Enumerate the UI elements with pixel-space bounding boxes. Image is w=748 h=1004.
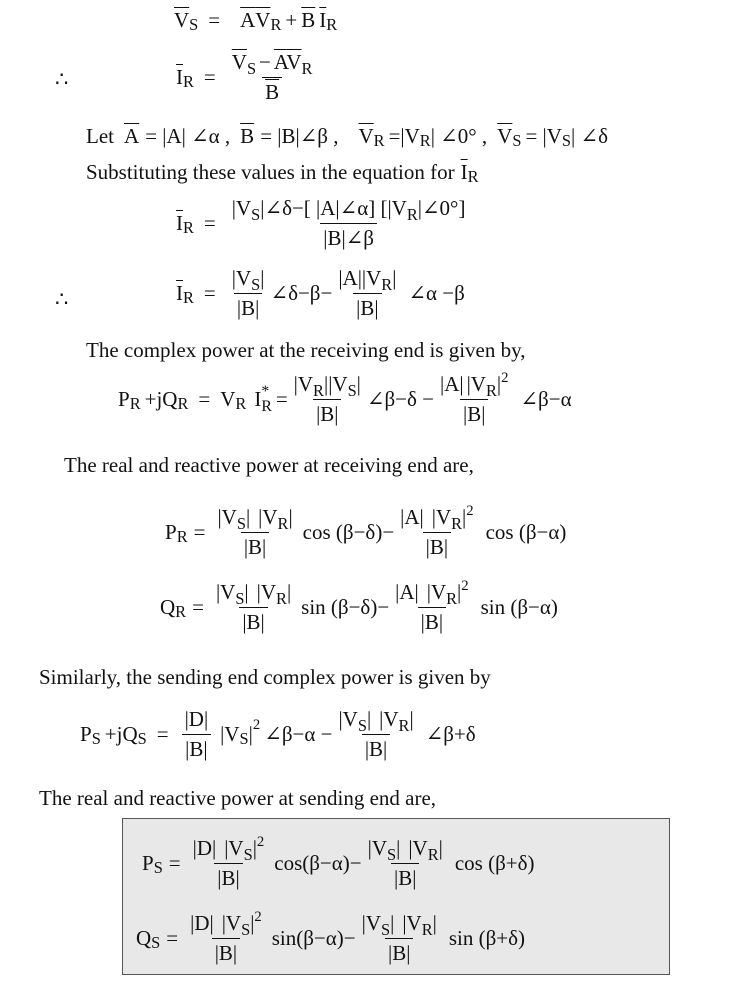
eq-ir-substituted: $\overline{I}$ R = $\frac{|V_S|\angle\delta-[ |A|\angle\alpha] [|V_R|\angle 0^\circ]}{|B|\angle\beta}$ [176, 196, 471, 251]
fraction: $\frac{|V_S| |V_R|}{|B|}$ [215, 580, 292, 634]
fraction: $\frac{|V_S| |V_R|}{|B|}$ [338, 707, 414, 761]
real-reactive-recv-text: The real and reactive power at receiving end are, [64, 453, 474, 477]
therefore-symbol: ∴ [55, 67, 69, 91]
fraction: $\frac{|V_S| |V_R|}{|B|}$ [217, 505, 293, 559]
fraction: $\frac{\overline{V}_S - \overline{A}\overline{V}_R}{B}$ [231, 50, 313, 104]
fraction: $\frac{|A||V_R|}{|B|}$ [338, 266, 397, 320]
eq-vs-definition: $\overline{V}$ S = $\overline{A}$ $\overline{V}$ R + $\overline{B}$ $\overline{I}$ R [174, 8, 338, 35]
substituting-text: Substituting these values in the equation for $\overline{I}$ R [86, 160, 479, 187]
eq-ir-polar: $\overline{I}$ R = $\frac{|V_S|}{|B|}$ ∠δ−β− $\frac{|A||V_R|}{|B|}$ ∠α −β [176, 266, 465, 320]
fraction: $\frac{|V_S|}{|B|}$ [231, 266, 265, 320]
eq-ps: P S = $\frac{|D| |V_S|^2}{|B|}$ cos(β−α)− $\frac{|V_S| |V_R|}{|B|}$ cos (β+δ) [142, 834, 535, 890]
fraction: $\frac{|D| |V_S|^2}{|B|}$ [192, 834, 265, 890]
fraction: $\frac{|V_S|\angle\delta-[ |A|\angle\alpha] [|V_R|\angle 0^\circ]}{|B|\angle\beta}$ [231, 196, 466, 250]
fraction: $\frac{|A| |V_R|^2}{|B|}$ [440, 370, 509, 426]
fraction: $\frac{|A| |V_R|^2}{|B|}$ [400, 503, 474, 559]
complex-power-recv-text: The complex power at the receiving end is given by, [86, 338, 526, 362]
fraction: $\frac{|V_S| |V_R|}{|B|}$ [367, 836, 443, 890]
eq-qs: Q S = $\frac{|D| |V_S|^2}{|B|}$ sin(β−α)− $\frac{|V_S| |V_R|}{|B|}$ sin (β+δ) [136, 909, 526, 965]
fraction: $\frac{|V_R||V_S|}{|B|}$ [293, 372, 361, 426]
similarly-text: Similarly, the sending end complex power is given by [39, 665, 491, 689]
real-reactive-send-text: The real and reactive power at sending end are, [39, 786, 437, 810]
eq-sending-complex-power: P S +jQ S = $\frac{|D|}{|B|}$ |V S | 2 ∠β−α − $\frac{|V_S| |V_R|}{|B|}$ ∠β+δ [80, 707, 476, 761]
eq-receiving-complex-power: P R +jQ R = V R I * R = $\frac{|V_R||V_S|}{|B|}$ ∠β−δ − $\frac{|A| |V_R|^2}{|B|}$ ∠β−α [118, 370, 572, 426]
eq-pr: P R = $\frac{|V_S| |V_R|}{|B|}$ cos (β−δ)− $\frac{|A| |V_R|^2}{|B|}$ cos (β−α) [165, 503, 567, 559]
fraction: $\frac{|V_S| |V_R|}{|B|}$ [361, 911, 437, 965]
fraction: $\frac{|D|}{|B|}$ [182, 707, 212, 762]
let-definitions: Let $\overline{A}$ = |A| ∠α , $\overline{B}$ = |B|∠β , $\overline{V}$ R =|V R | ∠0° , $\overline{V}$ S = |V S | ∠δ [86, 124, 608, 151]
fraction: $\frac{|A| |V_R|^2}{|B|}$ [395, 578, 469, 634]
eq-ir-solved: $\overline{I}$ R = $\frac{\overline{V}_S - \overline{A}\overline{V}_R}{B}$ [176, 50, 318, 105]
therefore-symbol: ∴ [55, 287, 69, 311]
fraction: $\frac{|D| |V_S|^2}{|B|}$ [190, 909, 262, 965]
eq-qr: Q R = $\frac{|V_S| |V_R|}{|B|}$ sin (β−δ)− $\frac{|A| |V_R|^2}{|B|}$ sin (β−α) [160, 578, 558, 634]
